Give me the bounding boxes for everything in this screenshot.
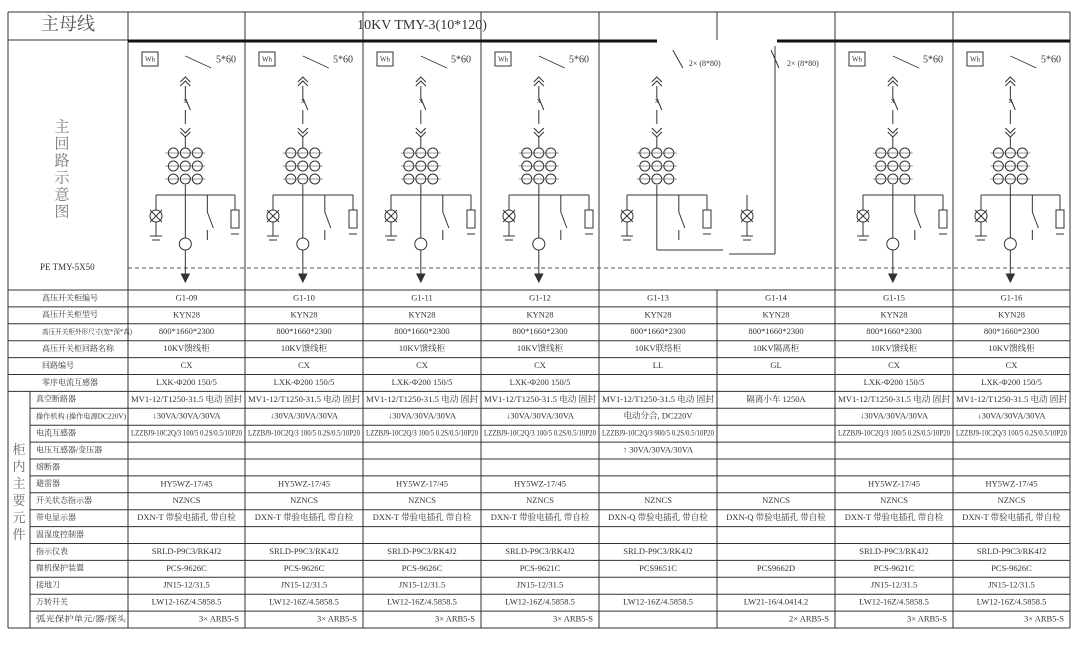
cell-live_ind: DXN-Q 带验电插孔 带自检	[726, 512, 826, 523]
feeder-cable-label: 5*60	[923, 54, 943, 66]
cell-circuit: CX	[1005, 360, 1018, 371]
cell-live_ind: DXN-Q 带验电插孔 带自检	[608, 512, 708, 523]
cell-ct: LZZBJ9-10C2Q/3 100/5 0.2S/0.5/10P20	[366, 427, 478, 438]
row-label: 高压开关柜外形尺寸(宽*深*高)	[42, 327, 138, 336]
cable-leader-line	[185, 56, 211, 68]
row-label: 指示仪表	[36, 546, 68, 556]
surge-arrester-icon	[703, 210, 711, 228]
cell-zct: LXK-Φ200 150/5	[273, 376, 335, 387]
feeder-cable-label: 5*60	[451, 54, 471, 66]
cell-ct: LZZBJ9-10C2Q/3 100/5 0.2S/0.5/10P20	[248, 427, 360, 438]
earth-switch-icon	[561, 212, 567, 228]
surge-arrester-icon	[1056, 210, 1064, 228]
row-label: 操作机构 (操作电源DC220V)	[36, 412, 124, 421]
outgoing-arrow-icon	[417, 274, 425, 282]
diagram-label-char: 示	[54, 170, 70, 187]
outgoing-arrow-icon	[1006, 274, 1014, 282]
disconnect-chevron-icon	[652, 77, 662, 86]
cell-model: KYN28	[644, 309, 672, 320]
disconnect-chevron-icon	[1005, 128, 1015, 137]
cell-meter: SRLD-P9C3/RK4J2	[387, 545, 457, 556]
row-label: 避雷器	[36, 479, 60, 489]
section-label-char: 柜	[12, 441, 26, 457]
surge-arrester-icon	[585, 210, 593, 228]
cell-live_ind: DXN-T 带验电插孔 带自检	[254, 512, 354, 523]
zero-sequence-ct-icon	[179, 238, 191, 250]
cell-arrester: HY5WZ-17/45	[868, 478, 920, 489]
cell-relay: PCS9662D	[756, 562, 796, 573]
section-label-char: 要	[12, 492, 26, 508]
cell-meter: SRLD-P9C3/RK4J2	[976, 545, 1047, 556]
cell-arrester: HY5WZ-17/45	[514, 478, 566, 489]
cell-id: G1-12	[529, 292, 551, 303]
earth-switch-icon	[915, 212, 921, 228]
cell-live_ind: DXN-T 带验电插孔 带自检	[844, 512, 944, 523]
cell-arrester: HY5WZ-17/45	[985, 478, 1038, 489]
row-label: 接地刀	[36, 580, 60, 590]
cell-breaker: MV1-12/T1250-31.5 电动 固封	[956, 393, 1068, 404]
cell-zct: LXK-Φ200 150/5	[981, 376, 1042, 387]
cell-mechanism: ↓30VA/30VA/30VA	[505, 410, 575, 421]
pe-label: PE TMY-5X50	[40, 262, 95, 273]
surge-arrester-icon	[467, 210, 475, 228]
cell-arc: 3× ARB5-S	[199, 613, 239, 624]
cell-arc: 3× ARB5-S	[435, 613, 475, 624]
cell-model: KYN28	[762, 309, 790, 320]
cell-pt: ↑ 30VA/30VA/30VA	[622, 444, 694, 455]
feeder-cable-label: 5*60	[569, 54, 589, 66]
outgoing-arrow-icon	[889, 274, 897, 282]
cell-mechanism: ↓30VA/30VA/30VA	[152, 410, 221, 421]
cell-univ_sw: LW12-16Z/4.5858.5	[859, 596, 929, 607]
cell-live_ind: DXN-T 带验电插孔 带自检	[372, 512, 472, 523]
cell-arc: 3× ARB5-S	[1024, 613, 1064, 624]
cell-circuit: CX	[888, 360, 900, 371]
cell-univ_sw: LW12-16Z/4.5858.5	[623, 596, 693, 607]
row-label: 温湿度控制器	[36, 529, 84, 539]
row-label: 真空断路器	[36, 394, 76, 404]
diagram-label-char: 意	[54, 187, 70, 204]
cell-univ_sw: LW12-16Z/4.5858.5	[976, 596, 1047, 607]
outgoing-arrow-icon	[181, 274, 189, 282]
cable-leader-line	[539, 56, 565, 68]
cell-circuit: CX	[534, 360, 546, 371]
cell-size: 800*1660*2300	[630, 326, 686, 337]
cabinet-diagram-g1-09	[142, 52, 239, 282]
cell-univ_sw: LW12-16Z/4.5858.5	[269, 596, 339, 607]
cabinet-diagram-g1-12	[495, 52, 593, 282]
cell-id: G1-11	[411, 292, 433, 303]
disconnect-chevron-icon	[534, 77, 544, 86]
cell-earth_sw: JN15-12/31.5	[280, 579, 328, 590]
cell-id: G1-14	[765, 292, 787, 303]
cell-mechanism: ↓30VA/30VA/30VA	[269, 410, 339, 421]
cabinet-diagram-g1-11	[377, 52, 475, 282]
cell-name: 10KV馈线柜	[280, 343, 328, 354]
outgoing-arrow-icon	[299, 274, 307, 282]
row-label: 高压开关柜编号	[42, 293, 98, 303]
tie-busbar-label: 2× (8*80)	[688, 58, 721, 68]
feeder-cable-label: 5*60	[1041, 54, 1061, 66]
disconnect-chevron-icon	[652, 128, 662, 137]
cell-switch_ind: NZNCS	[762, 495, 790, 506]
disconnect-chevron-icon	[534, 128, 544, 137]
cell-id: G1-15	[883, 292, 905, 303]
cell-mechanism: ↓30VA/30VA/30VA	[977, 410, 1046, 421]
cell-ct: LZZBJ9-10C2Q/3 100/5 0.2S/0.5/10P20	[131, 427, 242, 438]
earth-switch-icon	[1032, 212, 1038, 228]
disconnect-chevron-icon	[1005, 77, 1015, 86]
cabinet-diagram-g1-14	[729, 46, 819, 254]
cell-size: 800*1660*2300	[512, 326, 568, 337]
diagram-label-char: 主	[54, 119, 70, 136]
row-label: 微机保护装置	[36, 563, 84, 573]
cell-relay: PCS-9626C	[283, 562, 325, 573]
cell-meter: SRLD-P9C3/RK4J2	[151, 545, 222, 556]
cable-leader-line	[1010, 56, 1036, 68]
section-label-char: 元	[12, 509, 26, 525]
cell-id: G1-16	[1000, 292, 1023, 303]
cell-model: KYN28	[880, 309, 908, 320]
cell-breaker: MV1-12/T1250-31.5 电动 固封	[131, 393, 243, 404]
cell-ct: LZZBJ9-10C2Q/3 100/5 0.2S/0.5/10P20	[956, 427, 1067, 438]
cell-model: KYN28	[290, 309, 318, 320]
cell-univ_sw: LW12-16Z/4.5858.5	[387, 596, 457, 607]
cell-size: 800*1660*2300	[158, 326, 215, 337]
cell-breaker: MV1-12/T1250-31.5 电动 固封	[602, 393, 715, 404]
bus-title: 主母线	[41, 14, 95, 35]
table-text	[12, 14, 1067, 623]
cell-switch_ind: NZNCS	[997, 495, 1026, 506]
cell-ct: LZZBJ9-10C2Q/3 100/5 0.2S/0.5/10P20	[838, 427, 950, 438]
section-label-char: 主	[12, 475, 26, 491]
cell-relay: PCS-9626C	[401, 562, 443, 573]
meter-box-label: Wh	[261, 55, 273, 64]
tie-busbar-label: 2× (8*80)	[787, 58, 819, 68]
cell-meter: SRLD-P9C3/RK4J2	[505, 545, 575, 556]
cell-earth_sw: JN15-12/31.5	[988, 579, 1035, 590]
cell-meter: SRLD-P9C3/RK4J2	[623, 545, 693, 556]
meter-box-label: Wh	[144, 55, 156, 64]
disconnect-chevron-icon	[180, 128, 190, 137]
cell-earth_sw: JN15-12/31.5	[398, 579, 446, 590]
cell-arc: 2× ARB5-S	[789, 613, 829, 624]
breaker-x-icon: x	[418, 95, 423, 105]
cabinet-diagram-g1-13	[621, 50, 723, 250]
row-label: 熔断器	[36, 462, 60, 472]
diagram-label-char: 图	[54, 204, 70, 221]
disconnect-chevron-icon	[298, 77, 308, 86]
cell-switch_ind: NZNCS	[880, 495, 908, 506]
cell-breaker: MV1-12/T1250-31.5 电动 固封	[484, 393, 597, 404]
tie-switch-icon	[673, 50, 683, 68]
cell-switch_ind: NZNCS	[290, 495, 318, 506]
cell-breaker: MV1-12/T1250-31.5 电动 固封	[366, 393, 479, 404]
cell-circuit: LL	[652, 360, 664, 371]
cable-leader-line	[303, 56, 329, 68]
cell-arc: 3× ARB5-S	[907, 613, 947, 624]
cell-name: 10KV馈线柜	[988, 343, 1035, 354]
disconnect-chevron-icon	[888, 128, 898, 137]
cell-breaker: 隔离小车 1250A	[746, 393, 806, 404]
cell-size: 800*1660*2300	[748, 326, 804, 337]
cell-circuit: CX	[416, 360, 428, 371]
zero-sequence-ct-icon	[887, 238, 899, 250]
cell-earth_sw: JN15-12/31.5	[870, 579, 918, 590]
disconnect-chevron-icon	[298, 128, 308, 137]
earth-switch-icon	[325, 212, 331, 228]
disconnect-chevron-icon	[416, 77, 426, 86]
cell-live_ind: DXN-T 带验电插孔 带自检	[137, 512, 236, 523]
cell-ct: LZZBJ9-10C2Q/3 900/5 0.2S/0.5/10P20	[602, 427, 714, 438]
breaker-x-icon: x	[1008, 95, 1013, 105]
cell-zct: LXK-Φ200 150/5	[863, 376, 925, 387]
cell-model: KYN28	[998, 309, 1025, 320]
breaker-x-icon: x	[654, 95, 659, 105]
row-label: 回路编号	[42, 360, 74, 370]
section-label-char: 件	[12, 526, 26, 542]
cell-id: G1-10	[293, 292, 315, 303]
cell-name: 10KV馈线柜	[398, 343, 446, 354]
cell-size: 800*1660*2300	[866, 326, 922, 337]
surge-arrester-icon	[231, 210, 239, 228]
cell-relay: PCS-9626C	[166, 562, 207, 573]
cell-arrester: HY5WZ-17/45	[160, 478, 213, 489]
cell-zct: LXK-Φ200 150/5	[509, 376, 571, 387]
cell-model: KYN28	[408, 309, 436, 320]
earth-switch-icon	[679, 212, 685, 228]
cell-name: 10KV馈线柜	[516, 343, 564, 354]
feeder-cable-label: 5*60	[216, 54, 236, 66]
disconnect-chevron-icon	[416, 128, 426, 137]
earth-switch-icon	[443, 212, 449, 228]
cell-arrester: HY5WZ-17/45	[278, 478, 330, 489]
breaker-x-icon: x	[536, 95, 541, 105]
row-label: 电流互感器	[36, 428, 76, 438]
row-label: 高压开关柜型号	[42, 310, 98, 320]
cell-switch_ind: NZNCS	[408, 495, 436, 506]
cell-breaker: MV1-12/T1250-31.5 电动 固封	[838, 393, 951, 404]
cell-relay: PCS-9621C	[519, 562, 561, 573]
cabinet-diagram-g1-16	[967, 52, 1064, 282]
diagram-label-char: 路	[54, 153, 70, 170]
disconnect-chevron-icon	[888, 77, 898, 86]
row-label: 开关状态指示器	[36, 496, 92, 506]
earth-switch-icon	[207, 212, 213, 228]
cell-size: 800*1660*2300	[394, 326, 450, 337]
outgoing-arrow-icon	[535, 274, 543, 282]
bus-spec: 10KV TMY-3(10*120)	[357, 18, 487, 34]
cell-ct: LZZBJ9-10C2Q/3 100/5 0.2S/0.5/10P20	[484, 427, 596, 438]
disconnect-chevron-icon	[180, 77, 190, 86]
cell-zct: LXK-Φ200 150/5	[391, 376, 453, 387]
zero-sequence-ct-icon	[1004, 238, 1016, 250]
cell-earth_sw: JN15-12/31.5	[163, 579, 210, 590]
cell-univ_sw: LW12-16Z/4.5858.5	[505, 596, 575, 607]
cell-model: KYN28	[173, 309, 200, 320]
feeder-cable-label: 5*60	[333, 54, 353, 66]
cabinet-diagram-g1-15	[849, 52, 947, 282]
surge-arrester-icon	[939, 210, 947, 228]
cable-leader-line	[421, 56, 447, 68]
zero-sequence-ct-icon	[533, 238, 545, 250]
breaker-x-icon: x	[890, 95, 895, 105]
meter-box-label: Wh	[969, 55, 981, 64]
cell-arrester: HY5WZ-17/45	[396, 478, 448, 489]
cell-univ_sw: LW12-16Z/4.5858.5	[151, 596, 222, 607]
row-label: 零序电流互感器	[42, 377, 98, 387]
cable-leader-line	[893, 56, 919, 68]
cell-univ_sw: LW21-16/4.0414.2	[743, 596, 809, 607]
cell-switch_ind: NZNCS	[644, 495, 672, 506]
meter-box-label: Wh	[379, 55, 391, 64]
row-label: 万转开关	[36, 597, 68, 607]
cell-mechanism: 电动分合, DC220V	[623, 410, 693, 421]
surge-arrester-icon	[349, 210, 357, 228]
cell-size: 800*1660*2300	[983, 326, 1040, 337]
breaker-x-icon: x	[183, 95, 188, 105]
row-label: 弧光保护单元/器/探头	[36, 614, 113, 624]
breaker-x-icon: x	[300, 95, 305, 105]
cell-relay: PCS-9626C	[991, 562, 1032, 573]
cell-circuit: GL	[770, 360, 782, 371]
cell-name: 10KV隔离柜	[752, 343, 800, 354]
cell-zct: LXK-Φ200 150/5	[156, 376, 217, 387]
zero-sequence-ct-icon	[297, 238, 309, 250]
cell-circuit: CX	[180, 360, 193, 371]
cell-breaker: MV1-12/T1250-31.5 电动 固封	[248, 393, 361, 404]
cell-relay: PCS9651C	[639, 562, 677, 573]
cell-name: 10KV馈线柜	[870, 343, 918, 354]
row-label: 带电显示器	[36, 512, 76, 522]
cell-live_ind: DXN-T 带验电插孔 带自检	[490, 512, 590, 523]
cell-size: 800*1660*2300	[276, 326, 332, 337]
cell-circuit: CX	[298, 360, 310, 371]
cell-arc: 3× ARB5-S	[317, 613, 357, 624]
cell-switch_ind: NZNCS	[172, 495, 201, 506]
row-label: 电压互感器/变压器	[36, 445, 103, 455]
zero-sequence-ct-icon	[415, 238, 427, 250]
cell-meter: SRLD-P9C3/RK4J2	[859, 545, 929, 556]
meter-box-label: Wh	[851, 55, 863, 64]
cell-live_ind: DXN-T 带验电插孔 带自检	[962, 512, 1061, 523]
cell-meter: SRLD-P9C3/RK4J2	[269, 545, 339, 556]
cabinet-diagram-g1-10	[259, 52, 357, 282]
cell-name: 10KV联络柜	[634, 343, 682, 354]
row-label: 高压开关柜回路名称	[42, 343, 114, 353]
cell-id: G1-09	[175, 292, 198, 303]
cell-mechanism: ↓30VA/30VA/30VA	[859, 410, 929, 421]
cell-model: KYN28	[526, 309, 554, 320]
cell-switch_ind: NZNCS	[526, 495, 554, 506]
cell-relay: PCS-9621C	[873, 562, 915, 573]
meter-box-label: Wh	[497, 55, 509, 64]
cell-earth_sw: JN15-12/31.5	[516, 579, 564, 590]
section-label-char: 内	[12, 458, 26, 474]
cell-arc: 3× ARB5-S	[553, 613, 593, 624]
cell-id: G1-13	[647, 292, 669, 303]
cell-mechanism: ↓30VA/30VA/30VA	[387, 410, 457, 421]
cell-name: 10KV馈线柜	[163, 343, 210, 354]
diagram-label-char: 回	[54, 136, 70, 153]
